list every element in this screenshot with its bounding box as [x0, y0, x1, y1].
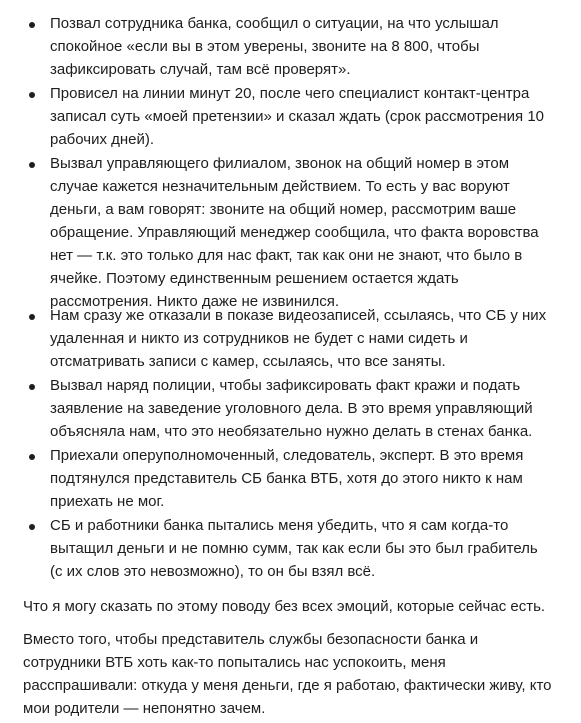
list-item-text: Провисел на линии минут 20, после чего специалист контакт-центра записал суть «моей претензии» и сказал ждать (срок рассмотрения 10 рабочих дней). [50, 85, 545, 148]
list-item-text: Позвал сотрудника банка, сообщил о ситуации, на что услышал спокойное «если вы в этом уверены, звоните на 8 800, чтобы зафиксировать случай, там всё проверят». [50, 15, 499, 78]
list-item [0, 82, 581, 151]
bullet-dot-icon [29, 22, 35, 28]
bullet-dot-icon [29, 314, 35, 320]
bullet-dot-icon [29, 384, 35, 390]
list-item [0, 374, 581, 443]
list-item [0, 304, 581, 373]
paragraph: Вместо того, чтобы представитель службы безопасности банка и сотрудники ВТБ хоть как-то попытались нас успокоить, меня расспрашивали: откуда у меня деньги, где я работаю, фактически живу, кто мои родители — непонятно зачем. [23, 631, 552, 717]
list-item [0, 444, 581, 513]
paragraph: Что я могу сказать по этому поводу без всех эмоций, которые сейчас есть. [23, 598, 546, 615]
bullet-dot-icon [29, 162, 35, 168]
list-item-text: Вызвал управляющего филиалом, звонок на общий номер в этом случае кажется незначительным действием. То есть у вас воруют деньги, а вам говорят: звоните на общий номер, рассмотрим ваше обращение. Управляющий менеджер сообщила, что факта воровства нет — т.к. это только для нас факт, так как они не знают, что было в ячейке. Поэтому единственным решением остается ждать рассмотрения. Никто даже не извинился. [50, 155, 539, 310]
list-item [0, 514, 581, 583]
bullet-dot-icon [29, 454, 35, 460]
list-item-text: Вызвал наряд полиции, чтобы зафиксировать факт кражи и подать заявление на заведение уголовного дела. В это время управляющий объясняла нам, что это необязательно нужно делать в стенах банка. [50, 377, 533, 440]
bullet-dot-icon [29, 92, 35, 98]
list-item-text: Нам сразу же отказали в показе видеозаписей, ссылаясь, что СБ у них удаленная и никто из сотрудников не будет с нами сидеть и отсматривать записи с камер, ссылаясь, что все заняты. [50, 307, 547, 370]
bullet-dot-icon [29, 524, 35, 530]
list-item-text: СБ и работники банка пытались меня убедить, что я сам когда-то вытащил деньги и не помню сумм, так как если бы это был грабитель (с их слов это невозможно), то он бы взял всё. [50, 517, 538, 580]
list-item [0, 12, 581, 81]
list-item [0, 152, 581, 313]
list-item-text: Приехали оперуполномоченный, следователь, эксперт. В это время подтянулся представитель СБ банка ВТБ, хотя до этого никто к нам приехать не мог. [50, 447, 524, 510]
